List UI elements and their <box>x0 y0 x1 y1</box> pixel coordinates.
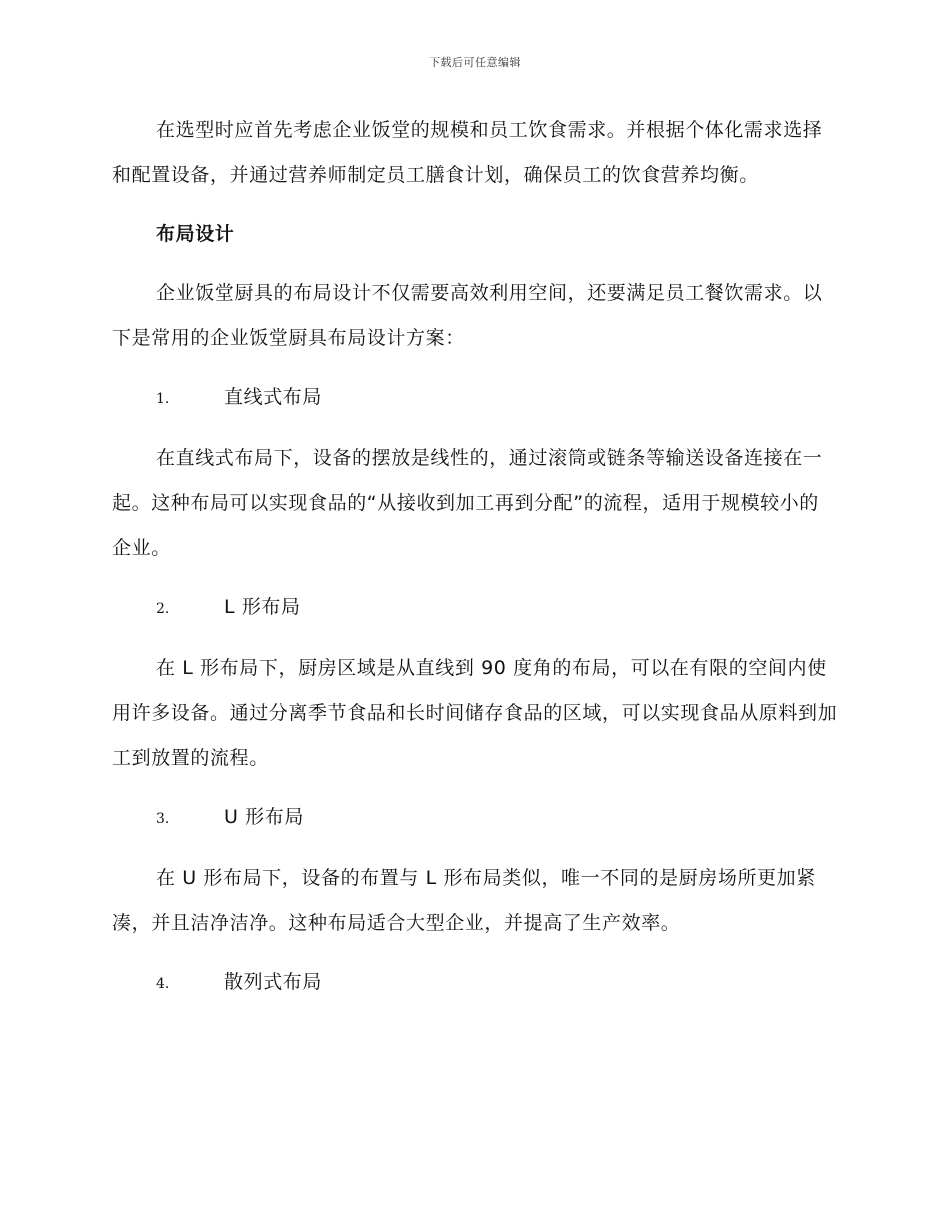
list-number: 3. <box>156 811 170 827</box>
document-body <box>112 108 838 1021</box>
list-item-l-shape <box>112 585 838 632</box>
list-item-scattered <box>112 960 838 1007</box>
intro-paragraph: 在选型时应首先考虑企业饭堂的规模和员工饮食需求。并根据个体化需求选择和配置设备，并通过营养师制定员工膳食计划，确保员工的饮食营养均衡。 <box>112 119 823 186</box>
list-item-u-shape <box>112 795 838 842</box>
list-title: 直线式布局 <box>224 386 323 408</box>
list-number: 2. <box>156 601 170 617</box>
section-heading: 布局设计 <box>156 223 235 245</box>
list-title: L 形布局 <box>224 596 301 618</box>
linear-description: 在直线式布局下，设备的摆放是线性的，通过滚筒或链条等输送设备连接在一起。这种布局可以实现食品的“从接收到加工再到分配”的流程，适用于规模较小的企业。 <box>112 447 823 559</box>
l-shape-description: 在 L 形布局下，厨房区域是从直线到 90 度角的布局，可以在有限的空间内使用许多设备。通过分离季节食品和长时间储存食品的区域，可以实现食品从原料到加工到放置的流程。 <box>112 657 838 769</box>
list-number: 1. <box>156 391 170 407</box>
layout-intro-paragraph: 企业饭堂厨具的布局设计不仅需要高效利用空间，还要满足员工餐饮需求。以下是常用的企业饭堂厨具布局设计方案： <box>112 282 823 349</box>
u-shape-description: 在 U 形布局下，设备的布置与 L 形布局类似，唯一不同的是厨房场所更加紧凑，并且洁净洁净。这种布局适合大型企业，并提高了生产效率。 <box>112 867 816 934</box>
list-title: 散列式布局 <box>224 971 323 993</box>
list-number: 4. <box>156 976 170 992</box>
header-note: 下载后可任意编辑 <box>429 56 521 69</box>
list-title: U 形布局 <box>224 806 304 828</box>
list-item-linear <box>112 375 838 422</box>
